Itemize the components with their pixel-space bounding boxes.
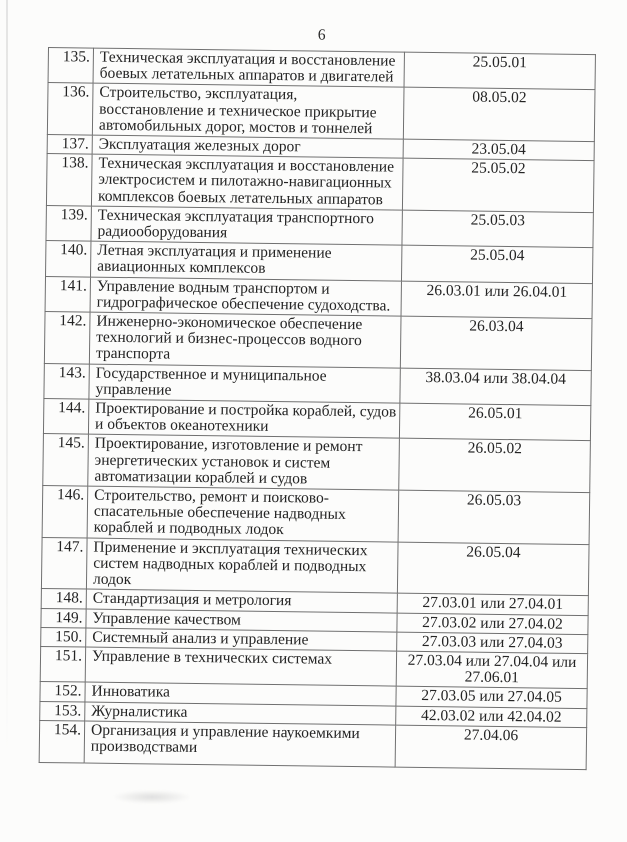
specialty-name: Эксплуатация железных дорог: [92, 135, 403, 158]
specialty-code: 27.03.02 или 27.04.02: [397, 613, 588, 635]
row-number: 139.: [46, 205, 91, 241]
row-number: 152.: [40, 682, 85, 702]
specialty-code: 26.03.04: [400, 316, 592, 370]
row-number: 154.: [39, 720, 85, 763]
specialty-code: 27.03.05 или 27.04.05: [396, 686, 587, 708]
row-number: 143.: [44, 363, 89, 399]
specialty-code: 26.03.01 или 26.04.01: [401, 281, 592, 319]
specialty-name: Техническая эксплуатация и восстановление электросистем и пилотажно-навигационных комплексов боевых летательных аппаратов: [91, 154, 403, 210]
row-number: 149.: [41, 608, 86, 628]
table-row: [39, 720, 587, 770]
table-row: [43, 434, 591, 493]
specialty-name: Летная эксплуатация и применение авиационных комплексов: [91, 241, 402, 280]
specialty-name: Инженерно-экономическое обеспечение технологий и бизнес-процессов водного транспорта: [89, 312, 401, 368]
row-number: 141.: [45, 276, 90, 312]
row-number: 146.: [42, 486, 88, 538]
specialty-name: Государственное и муниципальное управление: [89, 364, 400, 403]
specialty-name: Техническая эксплуатация транспортного радиооборудования: [91, 206, 402, 245]
specialty-code: 38.03.04 или 38.04.04: [400, 368, 591, 406]
specialty-name: Управление качеством: [86, 609, 397, 632]
specialty-code: 27.03.03 или 27.04.03: [397, 632, 588, 654]
specialty-name: Строительство, ремонт и поисково-спасательные обеспечение надводных кораблей и подводных лодок: [87, 486, 399, 542]
row-number: 136.: [47, 83, 93, 135]
specialty-code: 26.05.02: [399, 439, 591, 493]
row-number: 137.: [47, 135, 92, 155]
specialty-code: 27.03.04 или 27.04.04 или 27.06.01: [396, 651, 587, 689]
specialty-code: 25.05.04: [401, 245, 592, 283]
specialty-code: 27.03.01 или 27.04.01: [397, 593, 588, 615]
specialty-name: Проектирование и постройка кораблей, судов и объектов океанотехники: [88, 399, 399, 438]
specialty-code: 42.03.02 или 42.04.02: [396, 706, 587, 728]
specialty-code: 26.05.03: [398, 490, 590, 544]
specialties-table: [39, 47, 596, 770]
specialty-name: Журналистика: [85, 702, 396, 725]
table-row: [42, 486, 590, 545]
row-number: 151.: [40, 646, 85, 682]
table-row: [46, 154, 594, 213]
specialty-code: 26.05.04: [397, 542, 589, 596]
page-number: 6: [317, 26, 326, 44]
specialty-name: Организация и управление наукоемкими производствами: [84, 721, 396, 767]
row-number: 140.: [46, 241, 91, 277]
specialty-code: 08.05.02: [403, 88, 595, 142]
row-number: 153.: [40, 701, 85, 721]
row-number: 150.: [41, 627, 86, 647]
specialty-code: 25.05.02: [402, 158, 594, 212]
table-row: [47, 83, 595, 142]
specialty-code: 25.05.03: [402, 210, 593, 248]
specialty-code: 27.04.06: [395, 725, 587, 770]
specialty-name: Инноватика: [85, 682, 396, 705]
row-number: 138.: [46, 154, 92, 206]
row-number: 142.: [44, 312, 90, 364]
specialty-name: Управление водным транспортом и гидрографическое обеспечение судоходства.: [90, 277, 401, 316]
row-number: 147.: [41, 537, 87, 589]
row-number: 144.: [43, 399, 88, 435]
row-number: 135.: [48, 48, 93, 84]
row-number: 145.: [43, 434, 89, 486]
specialties-table-body: [39, 48, 595, 770]
specialty-name: Стандартизация и метрология: [86, 589, 397, 612]
specialty-code: 23.05.04: [403, 139, 594, 161]
specialty-code: 25.05.01: [404, 52, 595, 90]
row-number: 148.: [41, 589, 86, 609]
table-row: [41, 537, 589, 596]
specialty-name: Проектирование, изготовление и ремонт энергетических установок и систем автоматизации кораблей и судов: [88, 435, 400, 491]
specialty-name: Применение и эксплуатация технических систем надводных кораблей и подводных лодок: [86, 538, 398, 594]
specialty-code: 26.05.01: [399, 403, 590, 441]
specialty-name: Системный анализ и управление: [86, 628, 397, 651]
specialty-name: Управление в технических системах: [85, 647, 396, 686]
specialty-name: Строительство, эксплуатация, восстановление и техническое прикрытие автомобильных дорог, мостов и тоннелей: [92, 83, 404, 139]
specialty-name: Техническая эксплуатация и восстановление боевых летательных аппаратов и двигателей: [93, 48, 404, 87]
table-row: [44, 312, 592, 371]
